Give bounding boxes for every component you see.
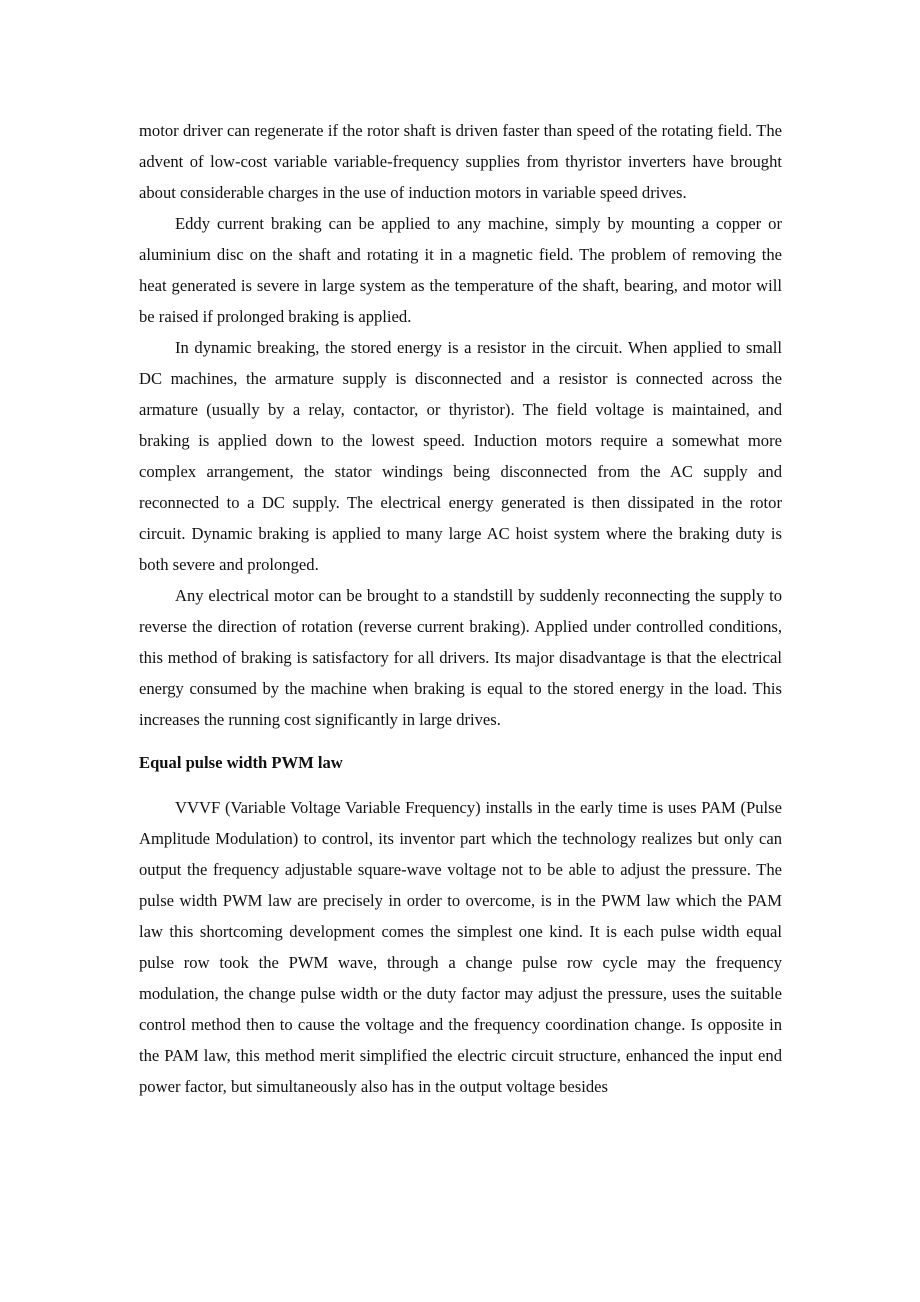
document-page (139, 115, 782, 1102)
section-heading: Equal pulse width PWM law (139, 753, 343, 772)
paragraph-regeneration: motor driver can regenerate if the rotor shaft is driven faster than speed of the rotating field. The advent of low-cost variable variable-frequency supplies from thyristor inverters have brought about considerable charges in the use of induction motors in variable speed drives. (139, 121, 782, 202)
paragraph-vvvf-pam: VVVF (Variable Voltage Variable Frequency) installs in the early time is uses PAM (Pulse Amplitude Modulation) to control, its inventor part which the technology realizes but only can output the frequency adjustable square-wave voltage not to be able to adjust the pressure. The pulse width PWM law are precisely in order to overcome, is in the PWM law which the PAM law this shortcoming development comes the simplest one kind. It is each pulse width equal pulse row took the PWM wave, through a change pulse row cycle may the frequency modulation, the change pulse width or the duty factor may adjust the pressure, uses the suitable control method then to cause the voltage and the frequency coordination change. Is opposite in the PAM law, this method merit simplified the electric circuit structure, enhanced the input end power factor, but simultaneously also has in the output voltage besides (139, 798, 782, 1096)
paragraph-reverse-current-braking: Any electrical motor can be brought to a standstill by suddenly reconnecting the supply to reverse the direction of rotation (reverse current braking). Applied under controlled conditions, this method of braking is satisfactory for all drivers. Its major disadvantage is that the electrical energy consumed by the machine when braking is equal to the stored energy in the load. This increases the running cost significantly in large drives. (139, 586, 782, 729)
paragraph-dynamic-braking: In dynamic breaking, the stored energy is a resistor in the circuit. When applied to small DC machines, the armature supply is disconnected and a resistor is connected across the armature (usually by a relay, contactor, or thyristor). The field voltage is maintained, and braking is applied down to the lowest speed. Induction motors require a somewhat more complex arrangement, the stator windings being disconnected from the AC supply and reconnected to a DC supply. The electrical energy generated is then dissipated in the rotor circuit. Dynamic braking is applied to many large AC hoist system where the braking duty is both severe and prolonged. (139, 338, 782, 574)
paragraph-eddy-current-braking: Eddy current braking can be applied to any machine, simply by mounting a copper or aluminium disc on the shaft and rotating it in a magnetic field. The problem of removing the heat generated is severe in large system as the temperature of the shaft, bearing, and motor will be raised if prolonged braking is applied. (139, 214, 782, 326)
